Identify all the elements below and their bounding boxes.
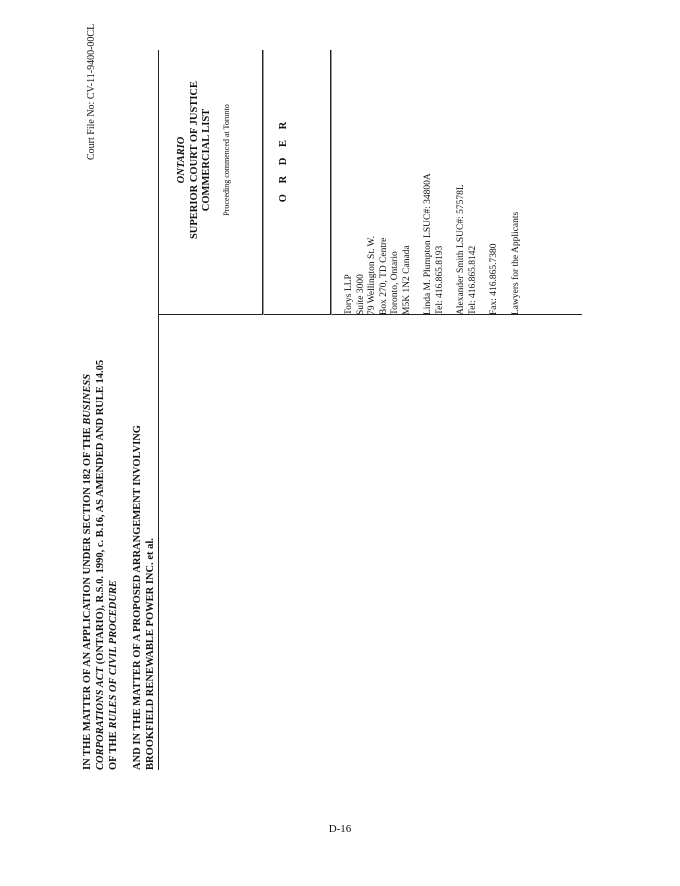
address-line: Toronto, Ontario xyxy=(390,251,400,315)
court-file-number: Court File No: CV-11-9400-00CL xyxy=(86,23,97,160)
firm-address xyxy=(344,45,413,315)
lawyer-name: Alexander Smith LSUC#: 57578L xyxy=(456,184,466,315)
heading-italic-text: CORPORATIONS ACT xyxy=(94,666,106,770)
address-line: Suite 3000 xyxy=(355,274,366,315)
court-province: ONTARIO xyxy=(176,136,187,184)
heading-line-5: BROOKFIELD RENEWABLE POWER INC. et al. xyxy=(145,538,157,770)
address-line: 79 Wellington St. W. xyxy=(367,235,377,315)
lawyer-tel: Tel: 416.865.8193 xyxy=(434,245,445,315)
counsel-block xyxy=(344,45,532,315)
address-line: Box 270, TD Centre xyxy=(378,237,389,315)
document-title: O R D E R xyxy=(278,117,289,203)
divider-line xyxy=(263,50,264,315)
lawyer-2 xyxy=(456,45,479,315)
court-name: SUPERIOR COURT OF JUSTICE xyxy=(188,80,200,240)
divider-line xyxy=(331,50,332,315)
counsel-role: Lawyers for the Applicants xyxy=(510,211,521,315)
heading-italic-text: RULES OF CIVIL PROCEDURE xyxy=(107,580,119,729)
page-number: D-16 xyxy=(328,823,352,835)
court-list: COMMERCIAL LIST xyxy=(201,108,212,212)
lawyer-1 xyxy=(423,45,446,315)
heading-italic-text: BUSINESS xyxy=(82,373,93,425)
lawyer-name: Linda M. Plumpton LSUC#: 34800A xyxy=(423,173,433,315)
heading-text: (ONTARIO), R.S.0. 1990, c. B.16, AS AMENDED AND RULE 14.05 xyxy=(94,359,106,667)
heading-line-2 xyxy=(95,360,108,770)
heading-line-4: AND IN THE MATTER OF A PROPOSED ARRANGEMENT INVOLVING xyxy=(132,425,144,770)
heading-line-1 xyxy=(82,360,95,770)
heading-text: OF THE xyxy=(107,728,119,770)
fax-number: Fax: 416.865.7380 xyxy=(489,243,499,315)
lawyer-tel: Tel: 416.865.8142 xyxy=(467,245,478,315)
backsheet xyxy=(82,23,582,770)
heading-text: IN THE MATTER OF AN APPLICATION UNDER SECTION 182 OF THE xyxy=(82,424,93,770)
address-line: Torys LLP xyxy=(344,274,354,315)
divider-line xyxy=(158,50,159,770)
address-line: M5K 1N2 Canada xyxy=(401,245,412,315)
court-block xyxy=(176,50,231,270)
proceeding-location: Proceeding commenced at Toronto xyxy=(221,104,231,216)
style-of-cause xyxy=(82,360,158,770)
heading-line-3 xyxy=(108,360,121,770)
